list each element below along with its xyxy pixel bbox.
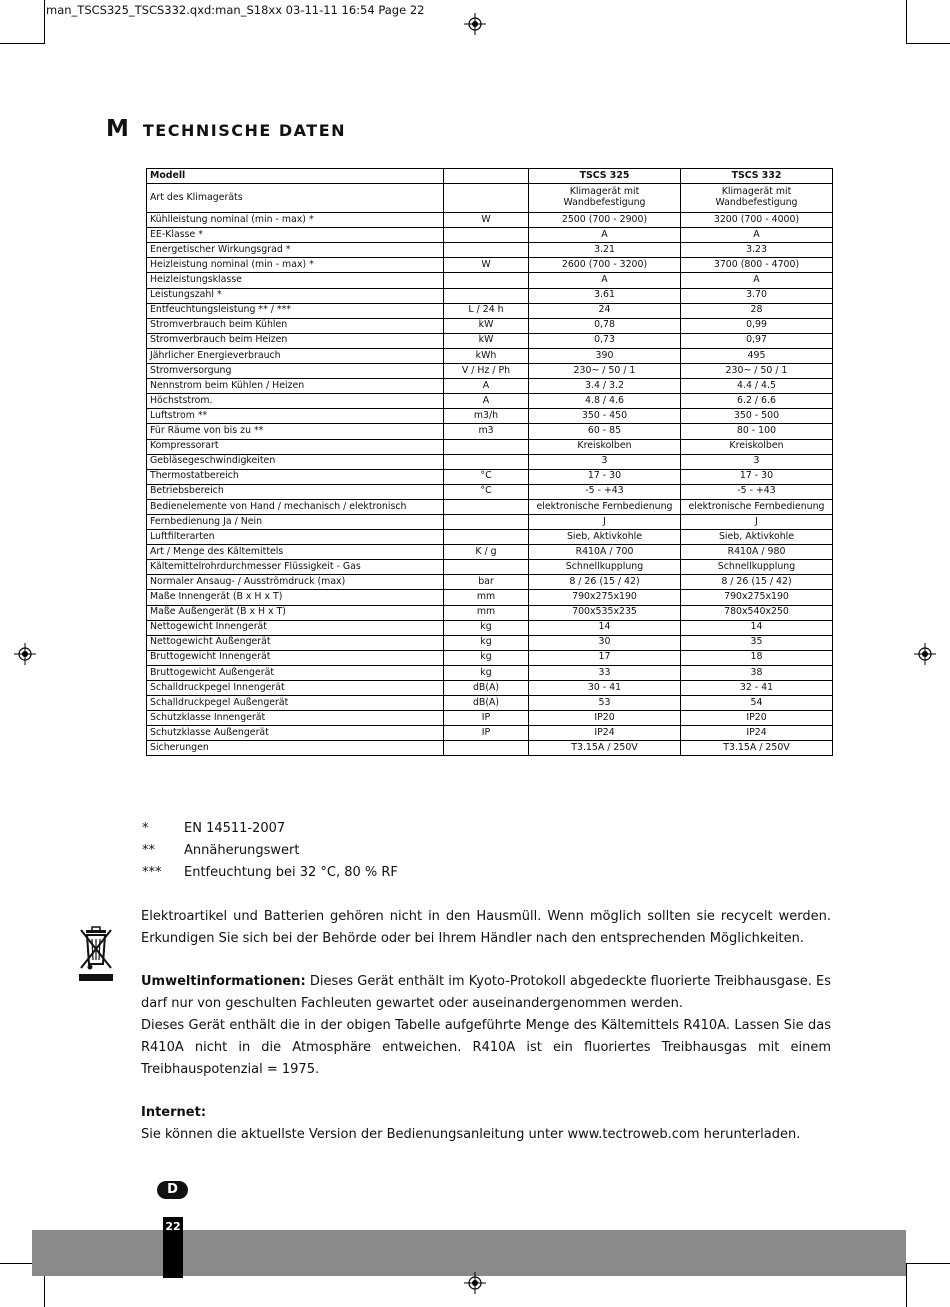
table-cell-value: J [529,514,681,529]
table-row [147,741,833,756]
table-row [147,575,833,590]
section-heading: TECHNISCHE DATEN [142,121,347,140]
table-cell-label: Stromverbrauch beim Heizen [147,333,444,348]
table-cell-label: Leistungszahl * [147,288,444,303]
spec-table [146,168,833,756]
footnote-text: Annäherungswert [184,843,300,858]
table-cell-value: 495 [681,348,833,363]
table-cell-unit: m3 [444,424,529,439]
table-cell-label: Modell [147,169,444,184]
table-cell-label: Stromverbrauch beim Kühlen [147,318,444,333]
table-cell-value: 4.8 / 4.6 [529,394,681,409]
table-cell-unit [444,243,529,258]
table-cell-unit: kg [444,620,529,635]
language-badge: D [157,1181,188,1199]
table-row [147,605,833,620]
table-cell-label: Art des Klimageräts [147,184,444,213]
table-row [147,394,833,409]
table-cell-unit [444,499,529,514]
table-cell-value: 790x275x190 [529,590,681,605]
table-cell-value: 30 [529,635,681,650]
table-cell-unit: kWh [444,348,529,363]
table-cell-label: Nennstrom beim Kühlen / Heizen [147,379,444,394]
table-cell-value: 3.70 [681,288,833,303]
table-cell-value: Kreiskolben [681,439,833,454]
table-cell-value: 3.21 [529,243,681,258]
table-cell-value: Sieb, Aktivkohle [681,530,833,545]
table-cell-value: Schnellkupplung [681,560,833,575]
table-cell-unit: mm [444,605,529,620]
table-cell-unit: IP [444,711,529,726]
table-cell-value: 230~ / 50 / 1 [681,364,833,379]
table-cell-value: 3.4 / 3.2 [529,379,681,394]
table-cell-value: T3.15A / 250V [681,741,833,756]
table-cell-label: Bruttogewicht Außengerät [147,665,444,680]
table-cell-value: 30 - 41 [529,681,681,696]
table-cell-unit: °C [444,469,529,484]
table-cell-label: Normaler Ansaug- / Ausströmdruck (max) [147,575,444,590]
table-cell-value: R410A / 980 [681,545,833,560]
table-cell-value: IP24 [529,726,681,741]
table-row [147,364,833,379]
page-number: 22 [163,1217,183,1278]
table-cell-value: 2600 (700 - 3200) [529,258,681,273]
crop-mark [906,43,950,44]
table-cell-label: Jährlicher Energieverbrauch [147,348,444,363]
crop-mark [44,0,45,44]
table-cell-unit: kg [444,635,529,650]
footnote [142,865,398,880]
registration-mark-icon [914,643,936,665]
table-row [147,665,833,680]
table-cell-label: EE-Klasse * [147,228,444,243]
table-cell-value: elektronische Fernbedienung [529,499,681,514]
table-cell-value: Kreiskolben [529,439,681,454]
table-row [147,318,833,333]
table-cell-value: 54 [681,696,833,711]
table-cell-unit: IP [444,726,529,741]
registration-mark-icon [14,643,36,665]
table-cell-value: 28 [681,303,833,318]
table-cell-label: Nettogewicht Innengerät [147,620,444,635]
table-cell-value: 0,97 [681,333,833,348]
refrigerant-paragraph: Dieses Gerät enthält die in der obigen Tabelle aufgeführte Menge des Kältemittels R410A. Lassen Sie das R410A nicht in die Atmosphäre entweichen. R410A ist ein fluoriertes Treibhausgas mit einem Treibhauspotenzial = 1975. [141,1018,831,1077]
footnote [142,821,285,836]
table-row [147,711,833,726]
table-cell-label: Luftfilterarten [147,530,444,545]
table-cell-label: Kühlleistung nominal (min - max) * [147,213,444,228]
table-cell-value: 35 [681,635,833,650]
table-row [147,348,833,363]
disposal-paragraph: Elektroartikel und Batterien gehören nicht in den Hausmüll. Wenn möglich sollten sie recycelt werden. Erkundigen Sie sich bei der Behörde oder bei Ihrem Händler nach den entsprechenden Möglichkeiten. [141,909,831,946]
table-cell-unit: A [444,379,529,394]
table-cell-value: 6.2 / 6.6 [681,394,833,409]
table-row [147,545,833,560]
footnote-text: Entfeuchtung bei 32 °C, 80 % RF [184,865,398,880]
table-row [147,184,833,213]
internet-label: Internet: [141,1105,207,1120]
table-cell-unit: m3/h [444,409,529,424]
table-cell-value: 8 / 26 (15 / 42) [529,575,681,590]
crop-mark [906,0,907,44]
table-cell-value: 0,99 [681,318,833,333]
table-cell-label: Höchststrom. [147,394,444,409]
table-cell-label: Schutzklasse Innengerät [147,711,444,726]
table-cell-value: 390 [529,348,681,363]
table-cell-label: Luftstrom ** [147,409,444,424]
table-cell-value: 3200 (700 - 4000) [681,213,833,228]
table-cell-value: 3.23 [681,243,833,258]
table-cell-label: Maße Innengerät (B x H x T) [147,590,444,605]
table-row [147,213,833,228]
table-cell-value: 60 - 85 [529,424,681,439]
table-cell-value: 14 [529,620,681,635]
table-cell-value: R410A / 700 [529,545,681,560]
table-cell-value: 3 [529,454,681,469]
table-cell-value: J [681,514,833,529]
table-row [147,228,833,243]
table-cell-unit: kg [444,665,529,680]
table-cell-value: -5 - +43 [681,484,833,499]
table-cell-label: Fernbedienung Ja / Nein [147,514,444,529]
footnote [142,843,300,858]
section-title [106,116,346,142]
table-cell-value: 3.61 [529,288,681,303]
table-cell-label: Schalldruckpegel Außengerät [147,696,444,711]
table-row [147,560,833,575]
table-cell-label: Entfeuchtungsleistung ** / *** [147,303,444,318]
table-row [147,454,833,469]
internet-paragraph [141,1102,831,1146]
table-cell-unit [444,514,529,529]
internet-text: Sie können die aktuellste Version der Bedienungsanleitung unter www.tectroweb.com herunterladen. [141,1127,801,1142]
crop-mark [0,43,44,44]
table-cell-label: Kältemittelrohrdurchmesser Flüssigkeit - Gas [147,560,444,575]
table-cell-label: Heizleistungsklasse [147,273,444,288]
table-cell-unit [444,184,529,213]
table-row [147,590,833,605]
table-cell-value: 2500 (700 - 2900) [529,213,681,228]
table-cell-label: Bruttogewicht Innengerät [147,650,444,665]
table-cell-value: 38 [681,665,833,680]
table-cell-value: IP20 [681,711,833,726]
table-cell-value: -5 - +43 [529,484,681,499]
table-cell-value: Klimagerät mit Wandbefestigung [681,184,833,213]
table-row [147,726,833,741]
table-cell-unit: dB(A) [444,681,529,696]
table-cell-unit [444,741,529,756]
table-cell-unit: L / 24 h [444,303,529,318]
table-row [147,303,833,318]
table-row [147,635,833,650]
table-cell-unit [444,273,529,288]
environment-paragraph [141,971,831,1015]
table-cell-value: A [529,228,681,243]
table-cell-value: 4.4 / 4.5 [681,379,833,394]
table-cell-value: TSCS 332 [681,169,833,184]
table-cell-value: 53 [529,696,681,711]
table-cell-value: elektronische Fernbedienung [681,499,833,514]
weee-bin-icon [78,926,114,982]
table-cell-unit: kW [444,333,529,348]
table-cell-value: 17 [529,650,681,665]
table-row [147,484,833,499]
file-header: man_TSCS325_TSCS332.qxd:man_S18xx 03-11-11 16:54 Page 22 [46,3,425,17]
table-row [147,288,833,303]
table-cell-value: 700x535x235 [529,605,681,620]
environment-label: Umweltinformationen: [141,974,306,989]
table-cell-label: Art / Menge des Kältemittels [147,545,444,560]
table-cell-value: IP20 [529,711,681,726]
table-cell-value: 350 - 500 [681,409,833,424]
table-cell-value: 350 - 450 [529,409,681,424]
table-row [147,620,833,635]
table-cell-label: Bedienelemente von Hand / mechanisch / elektronisch [147,499,444,514]
registration-mark-icon [464,1272,486,1294]
table-cell-unit [444,288,529,303]
table-cell-unit: mm [444,590,529,605]
section-letter: M [106,116,129,142]
table-row [147,379,833,394]
table-cell-value: 0,73 [529,333,681,348]
environment-text: Dieses Gerät enthält im Kyoto-Protokoll abgedeckte fluorierte Treibhausgase. Es darf nur von geschulten Fachleuten gewartet oder auseinandergenommen werden. [141,974,831,1011]
table-cell-label: Schutzklasse Außengerät [147,726,444,741]
table-cell-value: A [681,228,833,243]
table-cell-label: Heizleistung nominal (min - max) * [147,258,444,273]
table-cell-unit: kW [444,318,529,333]
table-cell-value: Klimagerät mit Wandbefestigung [529,184,681,213]
table-row [147,514,833,529]
table-cell-value: A [529,273,681,288]
table-cell-value: 24 [529,303,681,318]
table-cell-unit: kg [444,650,529,665]
table-row [147,243,833,258]
table-cell-value: 14 [681,620,833,635]
table-cell-value: 3700 (800 - 4700) [681,258,833,273]
table-cell-unit: dB(A) [444,696,529,711]
table-cell-value: 17 - 30 [681,469,833,484]
table-cell-value: Sieb, Aktivkohle [529,530,681,545]
table-cell-unit [444,560,529,575]
table-cell-value: 790x275x190 [681,590,833,605]
footnote-mark: ** [142,843,155,858]
table-cell-label: Kompressorart [147,439,444,454]
table-cell-unit: K / g [444,545,529,560]
table-cell-value: 3 [681,454,833,469]
table-cell-value: TSCS 325 [529,169,681,184]
table-cell-value: T3.15A / 250V [529,741,681,756]
table-header-row [147,169,833,184]
footnote-text: EN 14511-2007 [184,821,286,836]
table-cell-label: Thermostatbereich [147,469,444,484]
table-cell-unit [444,454,529,469]
table-cell-value: 0,78 [529,318,681,333]
table-cell-value: 32 - 41 [681,681,833,696]
table-row [147,681,833,696]
table-row [147,696,833,711]
table-cell-value: 33 [529,665,681,680]
footnote-mark: *** [142,865,162,880]
table-cell-unit [444,439,529,454]
crop-mark [906,1263,950,1264]
crop-mark [906,1263,907,1307]
table-cell-label: Sicherungen [147,741,444,756]
table-cell-value: 8 / 26 (15 / 42) [681,575,833,590]
registration-mark-icon [464,13,486,35]
table-cell-value: 17 - 30 [529,469,681,484]
table-cell-value: 230~ / 50 / 1 [529,364,681,379]
table-cell-label: Für Räume von bis zu ** [147,424,444,439]
table-cell-unit: V / Hz / Ph [444,364,529,379]
table-cell-label: Maße Außengerät (B x H x T) [147,605,444,620]
table-cell-unit: W [444,213,529,228]
table-row [147,439,833,454]
footnote-mark: * [142,821,149,836]
table-cell-label: Nettogewicht Außengerät [147,635,444,650]
table-row [147,409,833,424]
table-row [147,273,833,288]
table-row [147,530,833,545]
table-row [147,469,833,484]
table-cell-value: 80 - 100 [681,424,833,439]
table-cell-unit: bar [444,575,529,590]
table-cell-unit [444,228,529,243]
table-cell-value: 18 [681,650,833,665]
table-cell-value: 780x540x250 [681,605,833,620]
table-cell-unit [444,169,529,184]
table-cell-unit [444,530,529,545]
table-row [147,258,833,273]
table-cell-unit: W [444,258,529,273]
table-cell-label: Betriebsbereich [147,484,444,499]
table-cell-value: IP24 [681,726,833,741]
table-row [147,650,833,665]
table-cell-unit: A [444,394,529,409]
table-cell-label: Schalldruckpegel Innengerät [147,681,444,696]
table-row [147,499,833,514]
table-row [147,333,833,348]
table-cell-label: Energetischer Wirkungsgrad * [147,243,444,258]
table-cell-label: Gebläsegeschwindigkeiten [147,454,444,469]
table-cell-value: A [681,273,833,288]
table-cell-unit: °C [444,484,529,499]
table-row [147,424,833,439]
table-cell-value: Schnellkupplung [529,560,681,575]
table-cell-label: Stromversorgung [147,364,444,379]
